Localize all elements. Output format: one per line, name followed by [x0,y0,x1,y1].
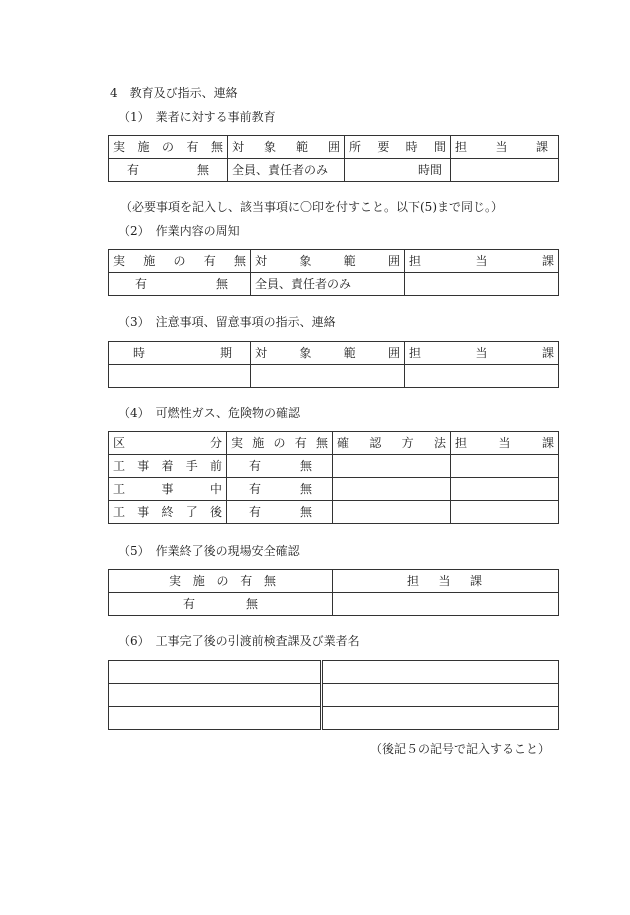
header-cell: 担当課 [405,342,559,365]
table-row [109,273,559,296]
table-row [109,342,559,365]
s6-table [108,660,559,730]
dept-cell[interactable] [405,365,559,388]
section-title: 4 教育及び指示、連絡 [110,86,238,100]
header-cell: 担当課 [451,432,559,455]
s3-title: （3） 注意事項、留意事項の指示、連絡 [118,315,336,329]
s6-title: （6） 工事完了後の引渡前検査課及び業者名 [118,634,360,648]
row-label: 工事中 [109,478,227,501]
dept-cell[interactable] [451,478,559,501]
dept-cell[interactable] [405,273,559,296]
dept-cell[interactable] [451,455,559,478]
s4-title: （4） 可燃性ガス、危険物の確認 [118,406,300,420]
header-cell: 対象範囲 [251,250,405,273]
yes-no-cell[interactable]: 有 無 [227,455,333,478]
dept-cell[interactable] [451,501,559,524]
table-row [109,684,559,707]
s3-table [108,341,559,388]
header-cell: 実施の有無 [109,136,228,159]
header-cell: 実施の有無 [109,250,251,273]
s1-table [108,135,559,182]
table-row [109,136,559,159]
dept-cell[interactable] [451,159,559,182]
row-label: 工事着手前 [109,455,227,478]
header-cell: 確認方法 [333,432,451,455]
yes-no-cell[interactable]: 有 無 [227,501,333,524]
inspection-dept-cell[interactable] [109,661,322,684]
table-row [109,570,559,593]
table-row [109,455,559,478]
contractor-cell[interactable] [322,684,559,707]
method-cell[interactable] [333,478,451,501]
table-row [109,159,559,182]
s1-note: （必要事項を記入し、該当事項に〇印を付すこと。以下(5)まで同じ。） [120,200,504,214]
contractor-cell[interactable] [322,707,559,730]
header-cell: 対象範囲 [251,342,405,365]
header-cell: 担当課 [451,136,559,159]
header-cell: 実施の有無 [227,432,333,455]
header-cell: 所要時間 [345,136,451,159]
table-row [109,593,559,616]
s2-table [108,249,559,296]
yes-no-cell[interactable]: 有 無 [109,593,333,616]
table-row [109,707,559,730]
yes-no-cell[interactable]: 有 無 [109,273,251,296]
dept-cell[interactable] [333,593,559,616]
header-cell: 区分 [109,432,227,455]
table-row [109,661,559,684]
s2-title: （2） 作業内容の周知 [118,224,240,238]
table-row [109,250,559,273]
time-cell[interactable]: 時間 [345,159,451,182]
s1-title: （1） 業者に対する事前教育 [118,110,276,124]
table-row [109,501,559,524]
s6-note: （後記５の記号で記入すること） [370,742,551,756]
period-cell[interactable] [109,365,251,388]
header-cell: 担当課 [405,250,559,273]
inspection-dept-cell[interactable] [109,684,322,707]
method-cell[interactable] [333,455,451,478]
contractor-cell[interactable] [322,661,559,684]
yes-no-cell[interactable]: 有 無 [109,159,228,182]
s4-table [108,431,559,524]
header-cell: 時期 [109,342,251,365]
header-cell: 実施の有無 [109,570,333,593]
table-row [109,365,559,388]
s5-title: （5） 作業終了後の現場安全確認 [118,544,300,558]
inspection-dept-cell[interactable] [109,707,322,730]
scope-cell[interactable]: 全員、責任者のみ [251,273,405,296]
table-row [109,478,559,501]
yes-no-cell[interactable]: 有 無 [227,478,333,501]
method-cell[interactable] [333,501,451,524]
scope-cell[interactable]: 全員、責任者のみ [228,159,345,182]
s5-table [108,569,559,616]
header-cell: 担当課 [333,570,559,593]
scope-cell[interactable] [251,365,405,388]
row-label: 工事終了後 [109,501,227,524]
table-row [109,432,559,455]
header-cell: 対象範囲 [228,136,345,159]
